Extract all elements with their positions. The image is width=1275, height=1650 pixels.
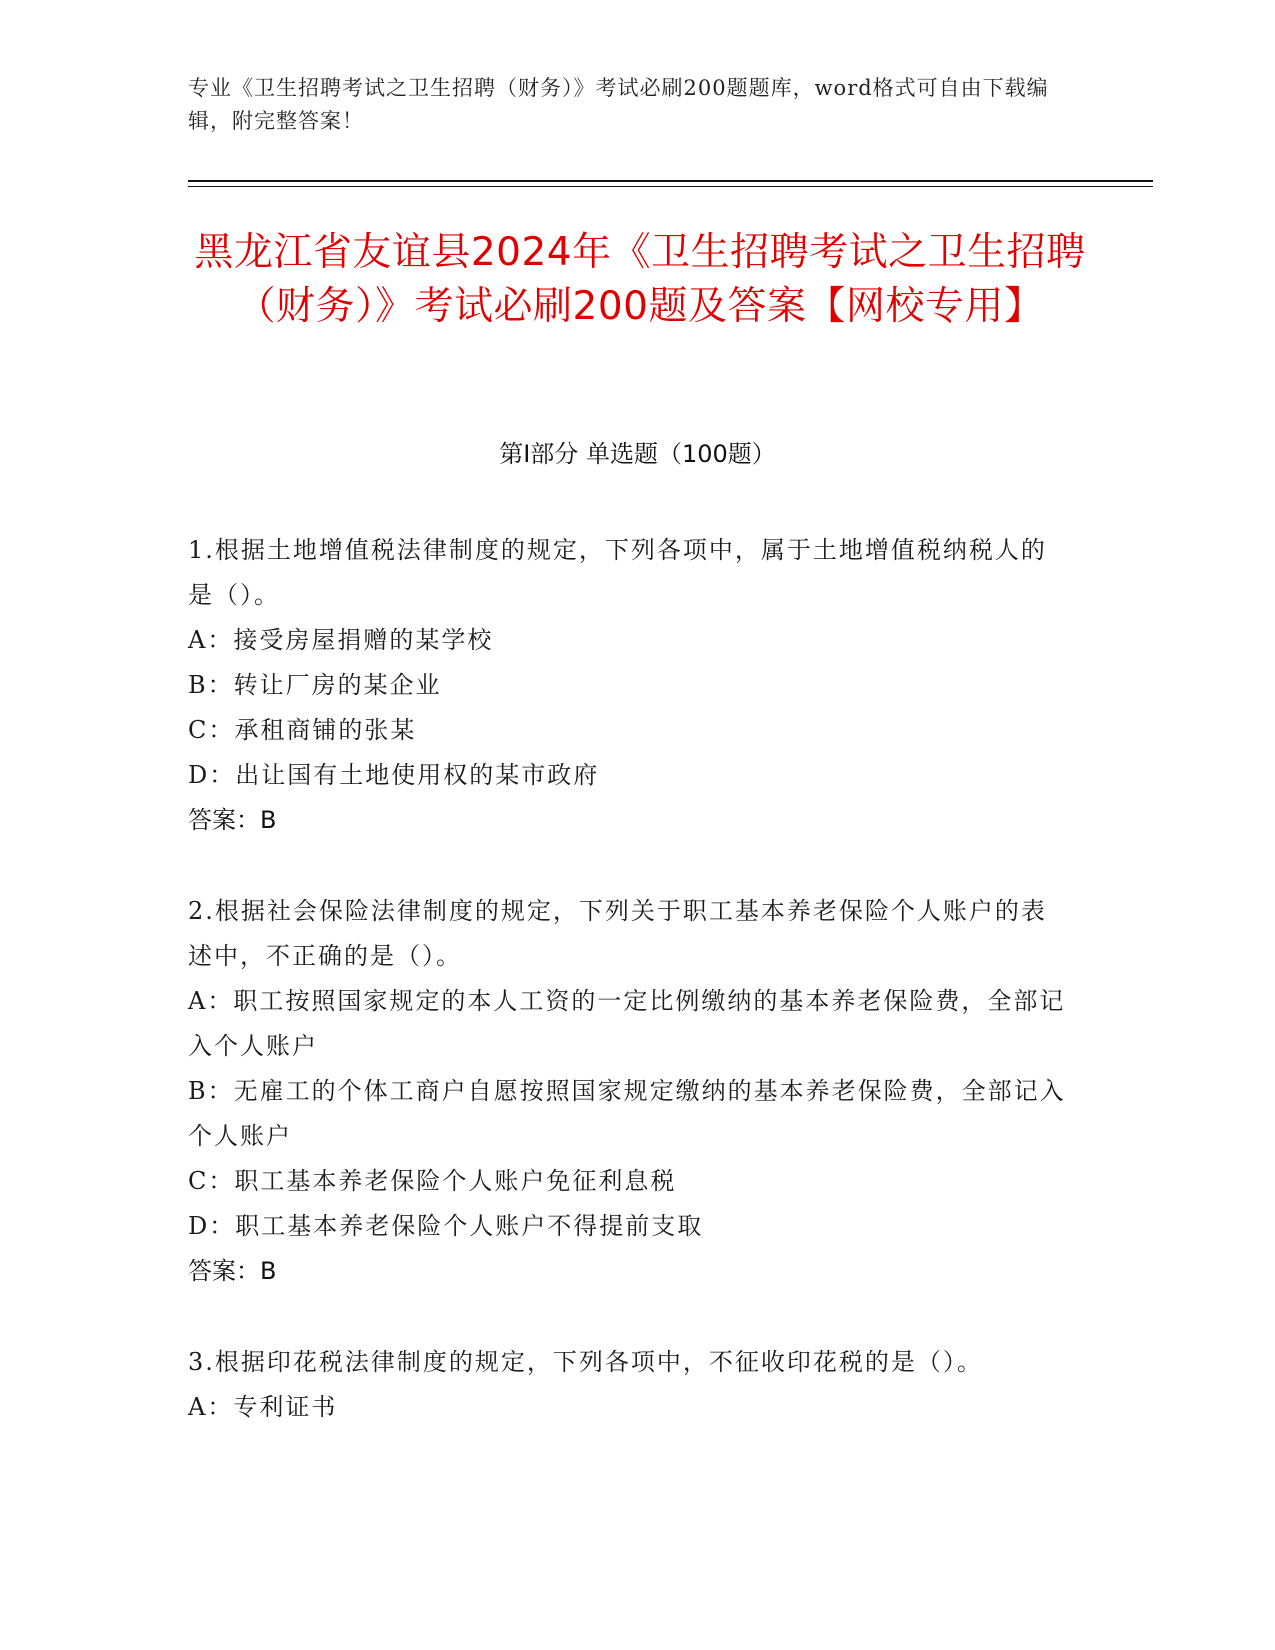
option-a: A：接受房屋捐赠的某学校 bbox=[188, 626, 494, 654]
question-3 bbox=[188, 1340, 1068, 1430]
answer: 答案：B bbox=[188, 806, 277, 834]
option-c: C：承租商铺的张某 bbox=[188, 716, 417, 744]
header-rule-thin bbox=[188, 186, 1153, 187]
option-a: A：职工按照国家规定的本人工资的一定比例缴纳的基本养老保险费，全部记入个人账户 bbox=[188, 987, 1066, 1060]
question-list bbox=[188, 528, 1068, 1476]
section-heading: 第I部分 单选题（100题） bbox=[499, 440, 776, 468]
option-a: A：专利证书 bbox=[188, 1393, 338, 1421]
option-d: D：出让国有土地使用权的某市政府 bbox=[188, 761, 600, 789]
question-stem: 2.根据社会保险法律制度的规定，下列关于职工基本养老保险个人账户的表述中，不正确的是（）。 bbox=[188, 897, 1047, 970]
question-stem: 1.根据土地增值税法律制度的规定，下列各项中，属于土地增值税纳税人的是（）。 bbox=[188, 536, 1047, 609]
answer: 答案：B bbox=[188, 1257, 277, 1285]
document-title: 黑龙江省友谊县2024年《卫生招聘考试之卫生招聘（财务）》考试必刷200题及答案【网校专用】 bbox=[194, 230, 1086, 329]
header-note: 专业《卫生招聘考试之卫生招聘（财务）》考试必刷200题题库，word格式可自由下载编辑，附完整答案！ bbox=[188, 76, 1049, 133]
question-stem: 3.根据印花税法律制度的规定，下列各项中，不征收印花税的是（）。 bbox=[188, 1348, 983, 1376]
header-rule-thick bbox=[188, 180, 1153, 182]
option-b: B：转让厂房的某企业 bbox=[188, 671, 442, 699]
option-b: B：无雇工的个体工商户自愿按照国家规定缴纳的基本养老保险费，全部记入个人账户 bbox=[188, 1077, 1066, 1150]
question-2 bbox=[188, 889, 1068, 1294]
question-1 bbox=[188, 528, 1068, 843]
option-c: C：职工基本养老保险个人账户免征利息税 bbox=[188, 1167, 677, 1195]
option-d: D：职工基本养老保险个人账户不得提前支取 bbox=[188, 1212, 704, 1240]
